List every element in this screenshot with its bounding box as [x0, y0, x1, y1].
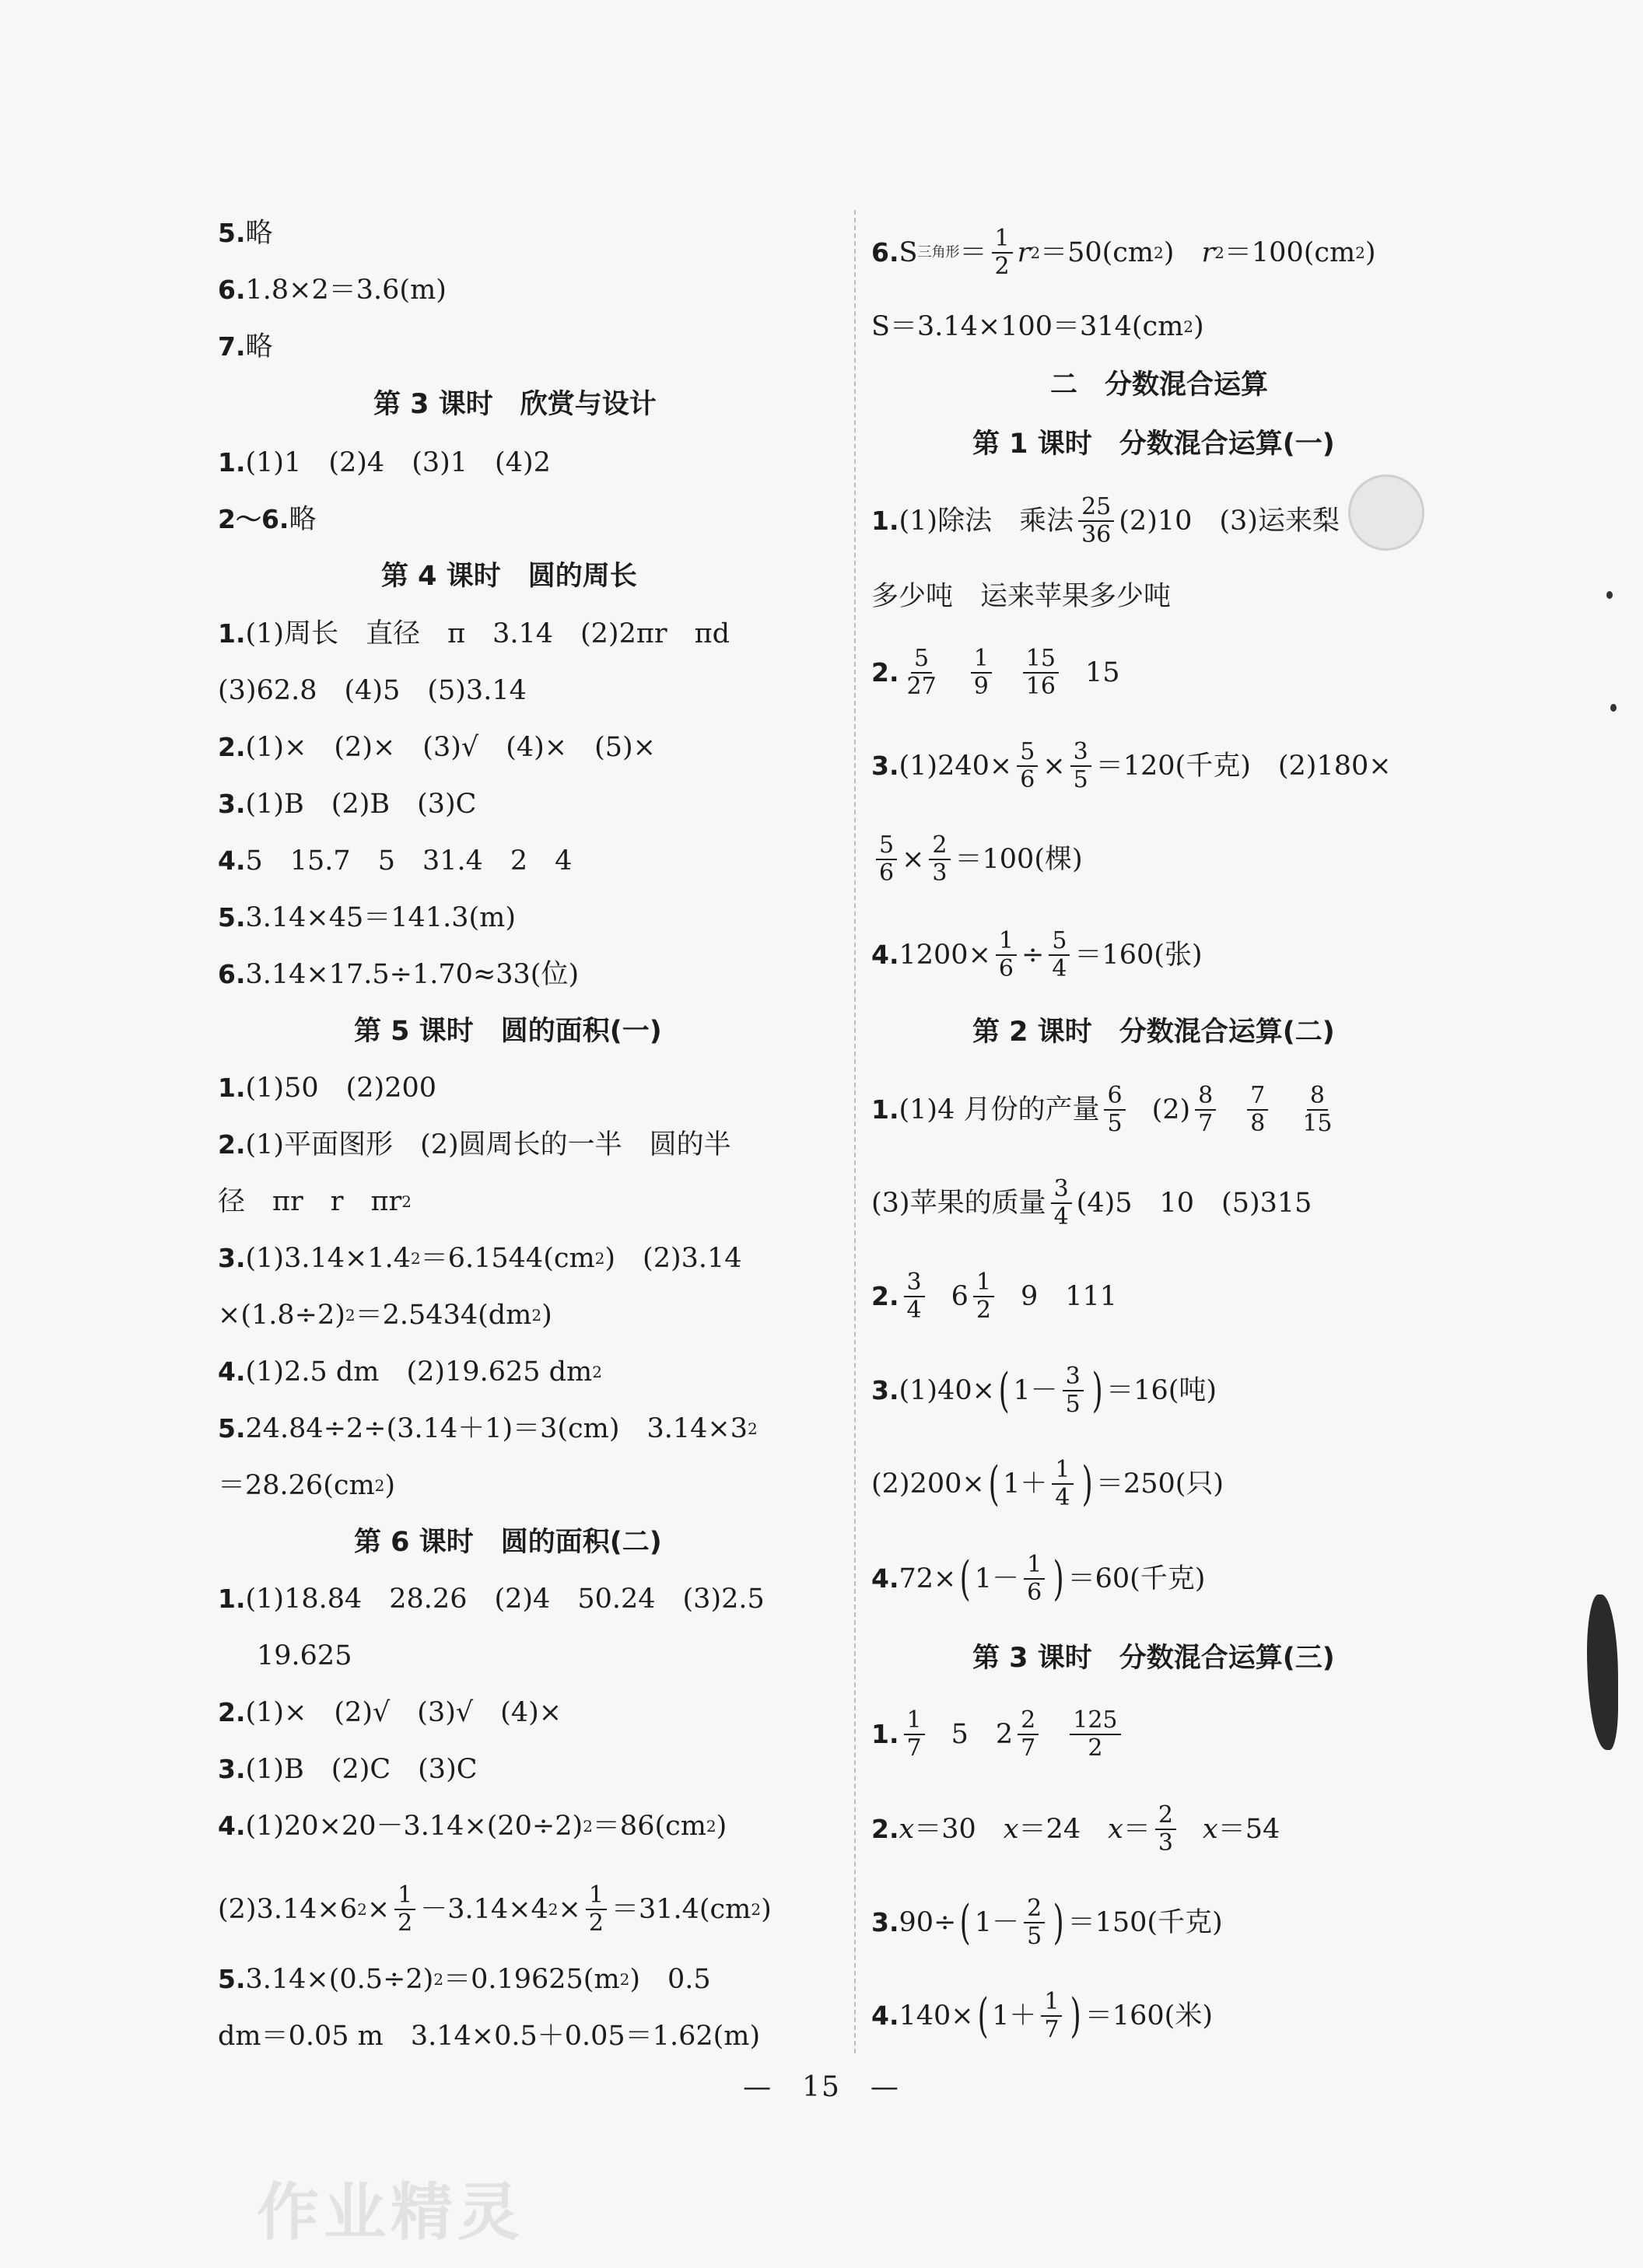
fraction: $\frac{1}{2}$ [394, 1882, 415, 1937]
fraction: $\frac{5}{4}$ [1049, 928, 1070, 982]
l5-answer-1: 1. (1)50 (2)200 [218, 1073, 436, 1104]
r1-answer-3-cont: $\frac{5}{6}$ × $\frac{2}{3}$ ＝100(棵) [871, 828, 1083, 891]
fraction: $\frac{1}{9}$ [971, 646, 992, 700]
fraction: $\frac{3}{5}$ [1070, 739, 1091, 793]
lesson-5-heading: 第 5 课时 圆的面积(一) [354, 1016, 662, 1047]
r2-answer-2: 2. $\frac{3}{4}$ 6 $\frac{1}{2}$ 9 111 [871, 1269, 1118, 1324]
fraction: $\frac{3}{4}$ [904, 1269, 925, 1324]
fraction: $\frac{1}{2}$ [992, 226, 1013, 280]
l4-answer-2: 2. (1)× (2)× (3)√ (4)× (5)× [218, 732, 656, 763]
page-number: — 15 — [743, 2071, 900, 2103]
r-lesson-3-heading: 第 3 课时 分数混合运算(三) [972, 1643, 1335, 1674]
fraction: $\frac{2}{3}$ [1155, 1802, 1176, 1857]
r2-answer-1: 1. (1)4 月份的产量 $\frac{6}{5}$ (2) $\frac{8}{7}$ $\frac{7}{8}$ $\frac{8}{15}$ [871, 1079, 1340, 1141]
fraction: $\frac{1}{6}$ [1024, 1552, 1045, 1606]
section-heading: 二 分数混合运算 [1050, 369, 1269, 401]
fraction: $\frac{5}{27}$ [906, 645, 937, 700]
l3-answer-1: 1. (1)1 (2)4 (3)1 (4)2 [218, 447, 551, 478]
r3-answer-3: 3. 90÷ ( 1－ $\frac{2}{5}$ ) ＝150(千克) [871, 1895, 1223, 1950]
l5-answer-2: 2. (1)平面图形 (2)圆周长的一半 圆的半 [218, 1129, 731, 1160]
fraction: $\frac{2}{5}$ [1024, 1895, 1045, 1950]
l4-answer-3: 3. (1)B (2)B (3)C [218, 789, 477, 820]
r-lesson-2-heading: 第 2 课时 分数混合运算(二) [972, 1017, 1335, 1048]
ink-dot [1610, 704, 1617, 712]
fraction: $\frac{8}{7}$ [1195, 1083, 1216, 1137]
fraction: $\frac{1}{7}$ [1041, 1989, 1062, 2043]
l5-answer-3: 3. (1)3.14×1.4 2 ＝6.1544(cm 2 ) (2)3.14 [218, 1243, 742, 1274]
l6-answer-2: 2. (1)× (2)√ (3)√ (4)× [218, 1697, 562, 1728]
answer-6: 6. 1.8×2＝3.6(m) [218, 275, 447, 306]
fraction: $\frac{5}{6}$ [876, 832, 897, 887]
fraction: $\frac{3}{4}$ [1051, 1176, 1072, 1230]
l5-answer-3-cont: ×(1.8÷2) 2 ＝2.5434(dm 2 ) [218, 1300, 552, 1331]
fraction: $\frac{1}{2}$ [586, 1882, 607, 1937]
watermark-logo: 作业精灵 [257, 2176, 524, 2249]
r1-answer-3: 3. (1)240× $\frac{5}{6}$ × $\frac{3}{5}$ ＝120(千克) (2)180× [871, 738, 1392, 793]
l4-answer-4: 4. 5 15.7 5 31.4 2 4 [218, 845, 573, 877]
ink-dot [1606, 591, 1613, 599]
r2-answer-3-cont: (2)200× ( 1＋ $\frac{1}{4}$ ) ＝250(只) [871, 1456, 1224, 1511]
fraction: $\frac{2}{3}$ [929, 832, 950, 887]
fraction: $\frac{25}{36}$ [1078, 494, 1114, 548]
fraction: $\frac{8}{15}$ [1302, 1082, 1333, 1137]
fraction: $\frac{1}{7}$ [904, 1707, 925, 1762]
r1-answer-1: 1. (1)除法 乘法 $\frac{25}{36}$ (2)10 (3)运来梨 [871, 493, 1340, 548]
fraction: $\frac{1}{6}$ [996, 928, 1017, 982]
l5-answer-5: 5. 24.84÷2÷(3.14＋1)＝3(cm) 3.14×3 2 [218, 1413, 758, 1444]
fraction: $\frac{6}{5}$ [1104, 1083, 1125, 1137]
r2-answer-1-cont: (3)苹果的质量 $\frac{3}{4}$ (4)5 10 (5)315 [871, 1175, 1312, 1230]
l4-answer-1: 1. (1)周长 直径 π 3.14 (2)2πr πd [218, 618, 730, 649]
l5-answer-4: 4. (1)2.5 dm (2)19.625 dm 2 [218, 1356, 602, 1388]
r3-answer-1: 1. $\frac{1}{7}$ 5 2 $\frac{2}{7}$ $\frac{125}{2}$ [871, 1703, 1126, 1766]
l6-answer-1: 1. (1)18.84 28.26 (2)4 50.24 (3)2.5 [218, 1584, 765, 1615]
r1-answer-2: 2. $\frac{5}{27}$ $\frac{1}{9}$ $\frac{15}{16}$ 15 [871, 645, 1120, 700]
fraction: $\frac{15}{16}$ [1023, 646, 1059, 700]
fraction: $\frac{7}{8}$ [1247, 1083, 1268, 1137]
lesson-3-heading: 第 3 课时 欣赏与设计 [373, 389, 657, 420]
fraction: $\frac{1}{4}$ [1052, 1457, 1073, 1511]
r3-answer-4: 4. 140× ( 1＋ $\frac{1}{7}$ ) ＝160(米) [871, 1988, 1213, 2043]
fraction: $\frac{5}{6}$ [1017, 739, 1038, 793]
r1-answer-4: 4. 1200× $\frac{1}{6}$ ÷ $\frac{5}{4}$ ＝160(张) [871, 927, 1203, 982]
ink-smudge [1587, 1594, 1618, 1750]
fraction: $\frac{3}{5}$ [1063, 1363, 1084, 1418]
r2-answer-4: 4. 72× ( 1－ $\frac{1}{6}$ ) ＝60(千克) [871, 1551, 1206, 1606]
l5-answer-5-cont: ＝28.26(cm 2 ) [218, 1470, 396, 1501]
answer-5: 5. 略 [218, 218, 273, 249]
l6-answer-4: 4. (1)20×20－3.14×(20÷2) 2 ＝86(cm 2 ) [218, 1811, 727, 1842]
r1-answer-1-cont: 多少吨 运来苹果多少吨 [871, 581, 1172, 612]
l5-answer-2-cont: 径 πr r πr 2 [218, 1186, 412, 1217]
r2-answer-3: 3. (1)40× ( 1－ $\frac{3}{5}$ ) ＝16(吨) [871, 1363, 1217, 1418]
fraction: $\frac{1}{2}$ [973, 1269, 994, 1324]
r-answer-6-cont: S＝3.14×100＝314(cm 2 ) [871, 311, 1204, 342]
fraction: $\frac{2}{7}$ [1018, 1707, 1039, 1762]
l6-answer-1-cont: 19.625 [257, 1640, 352, 1671]
column-divider [854, 210, 856, 2053]
l6-answer-5: 5. 3.14×(0.5÷2) 2 ＝0.19625(m 2 ) 0.5 [218, 1964, 711, 1995]
l4-answer-6: 6. 3.14×17.5÷1.70≈33(位) [218, 959, 580, 990]
l4-answer-5: 5. 3.14×45＝141.3(m) [218, 902, 516, 933]
l3-answer-2-6: 2～6. 略 [218, 504, 317, 535]
answer-7: 7. 略 [218, 331, 273, 362]
stamp-mark [1348, 474, 1424, 551]
l4-answer-1-cont: (3)62.8 (4)5 (5)3.14 [218, 675, 527, 706]
l6-answer-3: 3. (1)B (2)C (3)C [218, 1754, 478, 1785]
l6-answer-4-cont: (2)3.14×6 2 × $\frac{1}{2}$ －3.14×4 2 × $\frac{1}{2}$ ＝31.4(cm 2 ) [218, 1881, 772, 1937]
lesson-6-heading: 第 6 课时 圆的面积(二) [354, 1527, 662, 1558]
lesson-4-heading: 第 4 课时 圆的周长 [381, 561, 637, 592]
fraction: $\frac{125}{2}$ [1070, 1707, 1120, 1762]
r-answer-6: 6. S 三角形 ＝ $\frac{1}{2}$ r 2 ＝50(cm 2 ) r 2 ＝100(cm 2 ) [871, 225, 1376, 280]
l6-answer-5-cont: dm＝0.05 m 3.14×0.5＋0.05＝1.62(m) [218, 2021, 761, 2052]
r3-answer-2: 2. x ＝30 x ＝24 x ＝ $\frac{2}{3}$ x ＝54 [871, 1801, 1280, 1857]
r-lesson-1-heading: 第 1 课时 分数混合运算(一) [972, 429, 1335, 460]
